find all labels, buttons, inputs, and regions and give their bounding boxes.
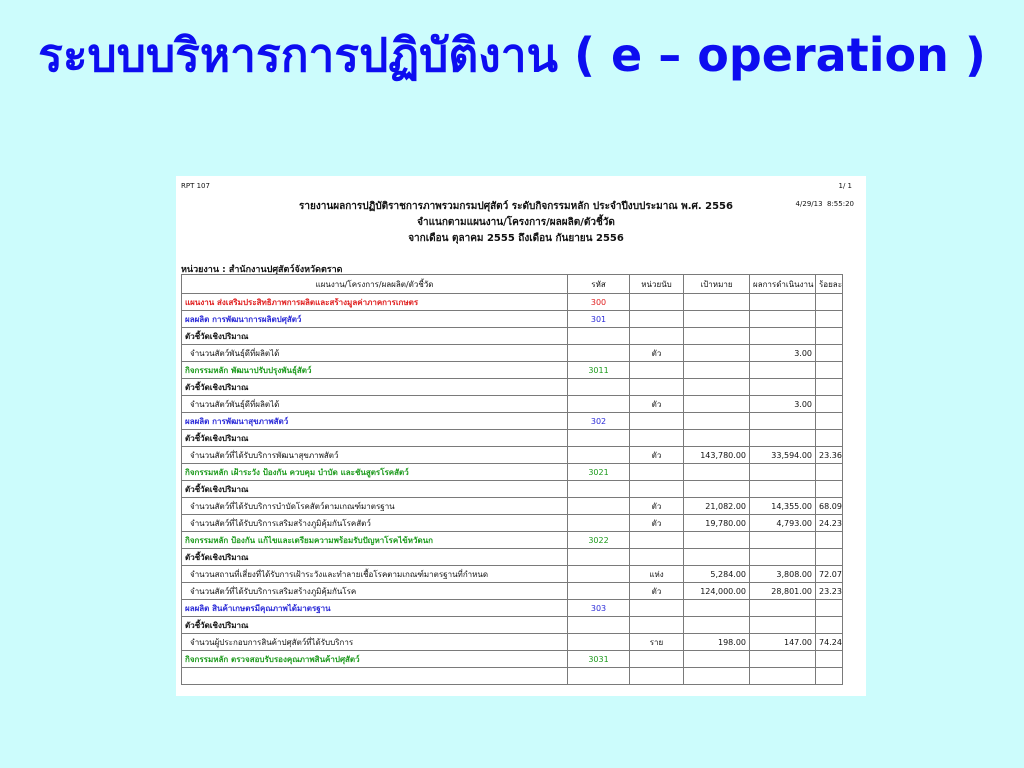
row-percent: 23.36: [816, 447, 843, 464]
row-result: 14,355.00: [750, 498, 816, 515]
table-row: [182, 396, 843, 413]
row-label: แผนงาน ส่งเสริมประสิทธิภาพการผลิตและสร้างมูลค่าภาคการเกษตร: [182, 294, 568, 311]
report-table: [181, 274, 843, 685]
table-row: [182, 481, 843, 498]
row-target: [684, 294, 750, 311]
row-percent: [816, 328, 843, 345]
table-row: [182, 515, 843, 532]
row-code: [568, 345, 630, 362]
row-percent: [816, 413, 843, 430]
report-timestamp: [796, 200, 854, 208]
row-unit: [630, 600, 684, 617]
row-code: [568, 566, 630, 583]
table-row: [182, 345, 843, 362]
row-unit: [630, 379, 684, 396]
row-unit: ราย: [630, 634, 684, 651]
row-percent: [816, 294, 843, 311]
table-row: [182, 311, 843, 328]
report-image: [176, 176, 866, 696]
row-unit: [630, 532, 684, 549]
row-target: [684, 651, 750, 668]
row-code: [568, 549, 630, 566]
row-percent: [816, 617, 843, 634]
row-label: [182, 668, 568, 685]
table-row: [182, 430, 843, 447]
row-code: [568, 668, 630, 685]
row-unit: [630, 651, 684, 668]
row-label: ตัวชี้วัดเชิงปริมาณ: [182, 549, 568, 566]
row-code: [568, 583, 630, 600]
row-label: ตัวชี้วัดเชิงปริมาณ: [182, 328, 568, 345]
table-row: [182, 600, 843, 617]
row-percent: [816, 311, 843, 328]
report-code: RPT 107: [181, 182, 210, 190]
row-result: [750, 430, 816, 447]
row-target: [684, 532, 750, 549]
row-code: 3022: [568, 532, 630, 549]
row-percent: [816, 464, 843, 481]
row-target: [684, 379, 750, 396]
row-label: กิจกรรมหลัก ตรวจสอบรับรองคุณภาพสินค้าปศุสัตว์: [182, 651, 568, 668]
row-label: จำนวนสัตว์ที่ได้รับบริการเสริมสร้างภูมิคุ้มกันโรค: [182, 583, 568, 600]
row-unit: [630, 328, 684, 345]
row-result: [750, 600, 816, 617]
row-unit: ตัว: [630, 498, 684, 515]
row-percent: [816, 379, 843, 396]
row-label: ตัวชี้วัดเชิงปริมาณ: [182, 430, 568, 447]
row-unit: แห่ง: [630, 566, 684, 583]
row-label: จำนวนสัตว์ที่ได้รับบริการบำบัดโรคสัตว์ตามเกณฑ์มาตรฐาน: [182, 498, 568, 515]
row-result: [750, 294, 816, 311]
table-row: [182, 634, 843, 651]
table-row: [182, 498, 843, 515]
row-code: 302: [568, 413, 630, 430]
table-header-row: [182, 275, 843, 294]
row-label: ผลผลิต การพัฒนาสุขภาพสัตว์: [182, 413, 568, 430]
row-percent: [816, 345, 843, 362]
row-label: จำนวนสัตว์พันธุ์ดีที่ผลิตได้: [182, 345, 568, 362]
report-date: 4/29/13: [795, 200, 823, 208]
row-result: 4,793.00: [750, 515, 816, 532]
row-unit: [630, 362, 684, 379]
row-label: จำนวนสัตว์ที่ได้รับบริการพัฒนาสุขภาพสัตว์: [182, 447, 568, 464]
row-unit: ตัว: [630, 396, 684, 413]
row-unit: [630, 617, 684, 634]
row-target: [684, 430, 750, 447]
row-code: [568, 396, 630, 413]
row-target: [684, 362, 750, 379]
row-label: กิจกรรมหลัก ป้องกัน แก้ไขและเตรียมความพร้อมรับปัญหาโรคไข้หวัดนก: [182, 532, 568, 549]
row-code: [568, 379, 630, 396]
row-label: ผลผลิต การพัฒนาการผลิตปศุสัตว์: [182, 311, 568, 328]
report-headings: [236, 199, 796, 247]
row-code: [568, 498, 630, 515]
table-row: [182, 583, 843, 600]
row-target: 21,082.00: [684, 498, 750, 515]
row-unit: ตัว: [630, 515, 684, 532]
row-percent: 68.09: [816, 498, 843, 515]
row-code: [568, 481, 630, 498]
row-target: [684, 481, 750, 498]
row-code: 300: [568, 294, 630, 311]
row-target: 5,284.00: [684, 566, 750, 583]
report-unit: หน่วยงาน : สำนักงานปศุสัตว์จังหวัดตราด: [181, 265, 343, 275]
table-row: [182, 413, 843, 430]
row-result: [750, 617, 816, 634]
table-row: [182, 549, 843, 566]
row-unit: [630, 311, 684, 328]
row-result: 147.00: [750, 634, 816, 651]
row-code: [568, 617, 630, 634]
row-unit: ตัว: [630, 345, 684, 362]
row-unit: [630, 481, 684, 498]
row-result: 28,801.00: [750, 583, 816, 600]
row-code: [568, 430, 630, 447]
row-result: [750, 362, 816, 379]
row-target: [684, 617, 750, 634]
row-percent: 23.23: [816, 583, 843, 600]
row-code: 303: [568, 600, 630, 617]
row-target: 143,780.00: [684, 447, 750, 464]
row-target: [684, 345, 750, 362]
row-target: [684, 311, 750, 328]
row-unit: [630, 294, 684, 311]
row-result: 3.00: [750, 345, 816, 362]
row-label: จำนวนผู้ประกอบการสินค้าปศุสัตว์ที่ได้รับบริการ: [182, 634, 568, 651]
row-target: [684, 549, 750, 566]
table-row: [182, 294, 843, 311]
column-header-unit: หน่วยนับ: [630, 275, 684, 294]
row-unit: [630, 549, 684, 566]
row-result: [750, 413, 816, 430]
row-percent: [816, 549, 843, 566]
row-result: [750, 481, 816, 498]
row-unit: [630, 413, 684, 430]
row-code: [568, 447, 630, 464]
slide-title: ระบบบริหารการปฏิบัติงาน ( e – operation ): [38, 28, 986, 82]
row-label: ตัวชี้วัดเชิงปริมาณ: [182, 617, 568, 634]
column-header-result: ผลการดำเนินงาน: [750, 275, 816, 294]
row-result: [750, 668, 816, 685]
row-target: [684, 328, 750, 345]
row-label: ตัวชี้วัดเชิงปริมาณ: [182, 481, 568, 498]
table-row: [182, 668, 843, 685]
row-target: 124,000.00: [684, 583, 750, 600]
table-row: [182, 651, 843, 668]
row-code: [568, 634, 630, 651]
row-percent: [816, 532, 843, 549]
row-target: 198.00: [684, 634, 750, 651]
row-result: [750, 532, 816, 549]
report-page-number: 1/ 1: [838, 182, 852, 190]
row-label: จำนวนสัตว์พันธุ์ดีที่ผลิตได้: [182, 396, 568, 413]
row-unit: ตัว: [630, 447, 684, 464]
row-result: [750, 328, 816, 345]
table-row: [182, 362, 843, 379]
table-row: [182, 328, 843, 345]
row-unit: ตัว: [630, 583, 684, 600]
column-header-target: เป้าหมาย: [684, 275, 750, 294]
row-percent: [816, 651, 843, 668]
row-percent: 74.24: [816, 634, 843, 651]
row-code: [568, 328, 630, 345]
row-unit: [630, 464, 684, 481]
row-target: 19,780.00: [684, 515, 750, 532]
row-code: 301: [568, 311, 630, 328]
row-target: [684, 413, 750, 430]
row-result: 3.00: [750, 396, 816, 413]
table-row: [182, 379, 843, 396]
row-result: [750, 379, 816, 396]
report-heading-3: จากเดือน ตุลาคม 2555 ถึงเดือน กันยายน 2556: [408, 233, 624, 244]
row-result: [750, 549, 816, 566]
row-unit: [630, 430, 684, 447]
table-row: [182, 617, 843, 634]
row-result: 3,808.00: [750, 566, 816, 583]
row-result: 33,594.00: [750, 447, 816, 464]
report-time: 8:55:20: [827, 200, 854, 208]
report-heading-1: รายงานผลการปฏิบัติราชการภาพรวมกรมปศุสัตว์ ระดับกิจกรรมหลัก ประจำปีงบประมาณ พ.ศ. 2556: [299, 201, 733, 212]
row-percent: [816, 430, 843, 447]
table-body: [182, 294, 843, 685]
column-header-plan: แผนงาน/โครงการ/ผลผลิต/ตัวชี้วัด: [182, 275, 568, 294]
row-label: จำนวนสถานที่เสี่ยงที่ได้รับการเฝ้าระวังและทำลายเชื้อโรคตามเกณฑ์มาตรฐานที่กำหนด: [182, 566, 568, 583]
row-target: [684, 600, 750, 617]
table-row: [182, 447, 843, 464]
row-code: 3011: [568, 362, 630, 379]
table-row: [182, 566, 843, 583]
row-target: [684, 668, 750, 685]
row-label: กิจกรรมหลัก เฝ้าระวัง ป้องกัน ควบคุม บำบัด และชันสูตรโรคสัตว์: [182, 464, 568, 481]
table-row: [182, 532, 843, 549]
row-target: [684, 464, 750, 481]
row-percent: [816, 668, 843, 685]
row-code: [568, 515, 630, 532]
row-percent: 72.07: [816, 566, 843, 583]
column-header-percent: ร้อยละ: [816, 275, 843, 294]
row-percent: [816, 600, 843, 617]
row-result: [750, 464, 816, 481]
row-percent: 24.23: [816, 515, 843, 532]
row-code: 3021: [568, 464, 630, 481]
report-heading-2: จำแนกตามแผนงาน/โครงการ/ผลผลิต/ตัวชี้วัด: [417, 217, 615, 228]
column-header-code: รหัส: [568, 275, 630, 294]
row-label: จำนวนสัตว์ที่ได้รับบริการเสริมสร้างภูมิคุ้มกันโรคสัตว์: [182, 515, 568, 532]
row-percent: [816, 481, 843, 498]
row-label: ตัวชี้วัดเชิงปริมาณ: [182, 379, 568, 396]
row-result: [750, 311, 816, 328]
row-code: 3031: [568, 651, 630, 668]
row-target: [684, 396, 750, 413]
row-label: ผลผลิต สินค้าเกษตรมีคุณภาพได้มาตรฐาน: [182, 600, 568, 617]
row-result: [750, 651, 816, 668]
row-percent: [816, 362, 843, 379]
table-row: [182, 464, 843, 481]
row-unit: [630, 668, 684, 685]
row-percent: [816, 396, 843, 413]
row-label: กิจกรรมหลัก พัฒนาปรับปรุงพันธุ์สัตว์: [182, 362, 568, 379]
